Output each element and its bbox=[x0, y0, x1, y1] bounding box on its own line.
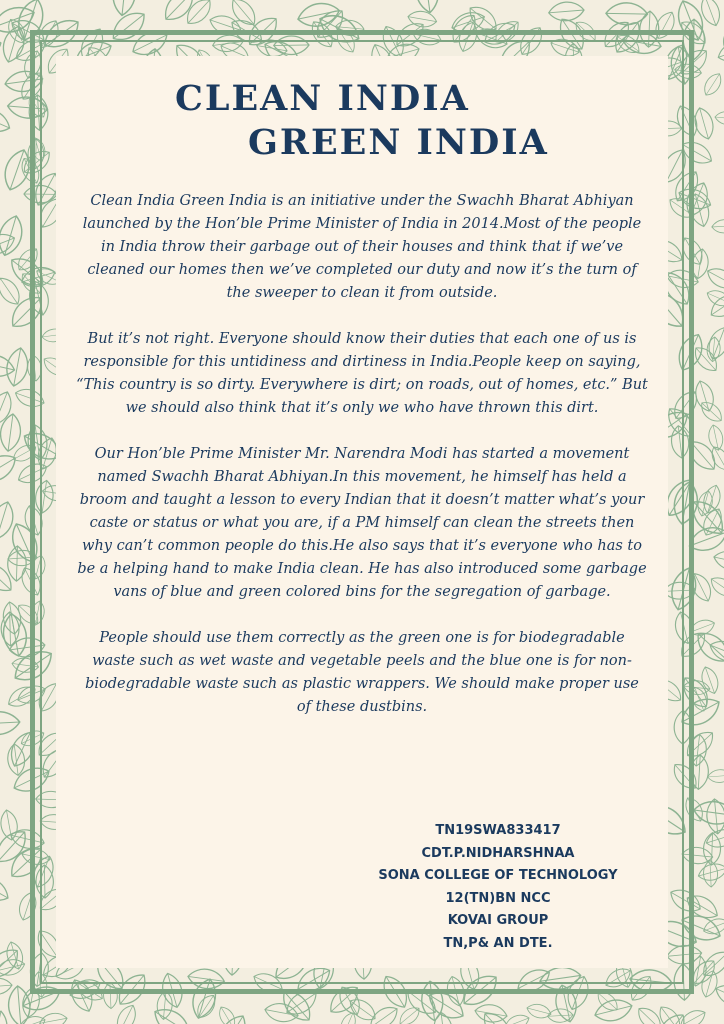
cadet-name: CDT.P.NIDHARSHNAA bbox=[421, 845, 575, 861]
cadet-id: TN19SWA833417 bbox=[435, 823, 561, 838]
leaf-decoration bbox=[703, 832, 721, 865]
leaf-decoration bbox=[0, 612, 29, 658]
leaf-decoration bbox=[712, 980, 724, 1010]
leaf-decoration bbox=[0, 351, 17, 379]
leaf-decoration bbox=[0, 499, 17, 541]
leaf-decoration bbox=[700, 70, 724, 98]
leaf-decoration bbox=[691, 106, 716, 142]
leaf-decoration bbox=[263, 1001, 299, 1024]
leaf-decoration bbox=[38, 1011, 68, 1024]
paragraph-3: Our Hon’ble Prime Minister Mr. Narendra Modi has started a movement named Swachh Bharat Abhiyan.In this movement, he himself has held a broom and taught a lesson to every Indian that it doesn’t matter what’s your caste or status or what you are, if a PM himself can clean the streets then why can’t common people do this.He also says that it’s everyone who has to be a helping hand to make India clean. He has also introduced some garbage vans of blue and green colored bins for the segregation of garbage. bbox=[77, 446, 647, 600]
leaf-decoration bbox=[0, 230, 18, 259]
title-line-2: GREEN INDIA bbox=[248, 122, 549, 163]
leaf-decoration bbox=[159, 0, 199, 26]
leaf-decoration bbox=[0, 977, 13, 996]
battalion: 12(TN)BN NCC bbox=[445, 890, 551, 906]
leaf-decoration bbox=[712, 548, 724, 573]
leaf-decoration bbox=[182, 0, 216, 29]
college-name: SONA COLLEGE OF TECHNOLOGY bbox=[378, 868, 618, 883]
leaf-decoration bbox=[0, 413, 23, 453]
leaf-decoration bbox=[0, 389, 16, 428]
directorate: TN,P& AN DTE. bbox=[443, 935, 553, 951]
essay-body bbox=[76, 190, 648, 742]
leaf-decoration bbox=[503, 1012, 531, 1024]
signature-block bbox=[358, 820, 638, 955]
leaf-decoration bbox=[0, 711, 20, 736]
leaf-decoration bbox=[714, 111, 724, 126]
title-line-1: CLEAN INDIA bbox=[175, 78, 470, 119]
leaf-decoration bbox=[4, 346, 31, 388]
leaf-decoration bbox=[0, 104, 14, 137]
leaf-decoration bbox=[548, 1, 585, 22]
leaf-decoration bbox=[0, 558, 17, 597]
leaf-decoration bbox=[113, 1002, 140, 1024]
leaf-decoration bbox=[407, 9, 438, 29]
paragraph-1: Clean India Green India is an initiative under the Swachh Bharat Abhiyan launched by the Hon’ble Prime Minister of India in 2014.Most of the people in India throw their garbage out of their houses and think that if we’ve cleaned our homes then we’ve completed our duty and now it’s the turn of the sweeper to clean it from outside. bbox=[82, 193, 642, 301]
leaf-decoration bbox=[715, 38, 724, 66]
group-name: KOVAI GROUP bbox=[447, 913, 549, 928]
leaf-decoration bbox=[216, 1004, 239, 1024]
leaf-decoration bbox=[701, 915, 724, 937]
leaf-decoration bbox=[0, 872, 13, 907]
leaf-decoration bbox=[634, 1003, 666, 1024]
paragraph-4: People should use them correctly as the green one is for biodegradable waste such as wet waste and vegetable peels and the blue one is for non-biodegradable waste such as plastic wrappers. We should make proper use of these dustbins. bbox=[85, 630, 639, 715]
leaf-decoration bbox=[711, 219, 724, 234]
leaf-decoration bbox=[697, 398, 724, 426]
leaf-decoration bbox=[707, 769, 724, 783]
paragraph-2: But it’s not right. Everyone should know their duties that each one of us is responsible for this untidiness and dirtiness in India.People keep on saying, “This country is so dirty. Everywhere is dirt; on roads, out of homes, etc.” But we should also think that it’s only we who have thrown this dirt. bbox=[76, 331, 648, 416]
leaf-decoration bbox=[346, 994, 380, 1024]
leaf-decoration bbox=[0, 449, 21, 488]
leaf-decoration bbox=[697, 0, 723, 28]
